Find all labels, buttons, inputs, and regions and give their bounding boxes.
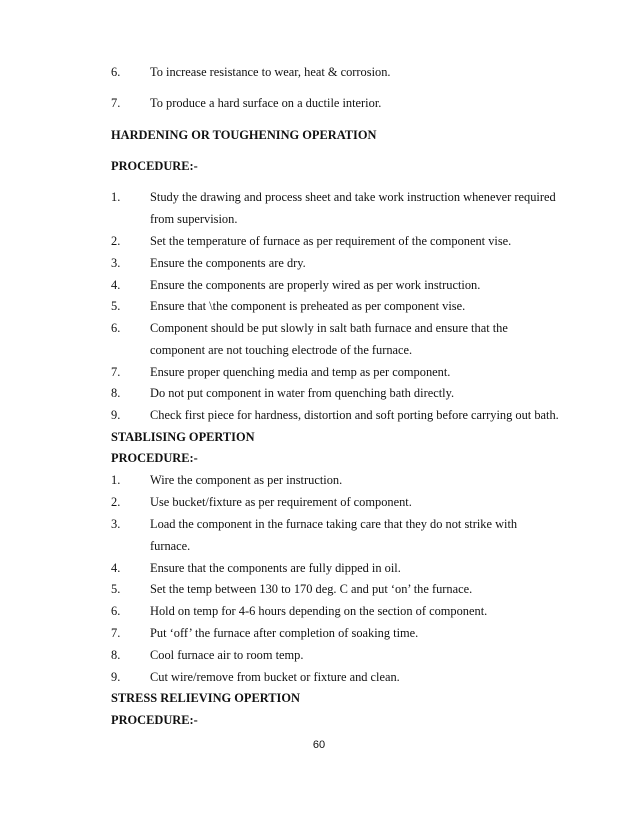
list-item-text: Load the component in the furnace taking care that they do not strike with	[150, 517, 518, 531]
list-item-text: To produce a hard surface on a ductile interior.	[150, 96, 382, 110]
list-item-text: Set the temp between 130 to 170 deg. C and put ‘on’ the furnace.	[150, 582, 473, 596]
list-item-number: 7.	[111, 365, 121, 379]
list-item-text: Ensure the components are dry.	[150, 256, 306, 270]
list-item-number: 8.	[111, 386, 121, 400]
list-item-number: 2.	[111, 234, 121, 248]
list-item-text: Use bucket/fixture as per requirement of component.	[150, 495, 412, 509]
list-item-number: 5.	[111, 582, 121, 596]
list-item-text: Ensure proper quenching media and temp as per component.	[150, 365, 451, 379]
list-item-number: 7.	[111, 96, 121, 110]
list-item-number: 1.	[111, 473, 121, 487]
list-item-text: Ensure that \the component is preheated as per component vise.	[150, 299, 466, 313]
list-item-number: 8.	[111, 648, 121, 662]
list-item-number: 6.	[111, 321, 121, 335]
section-heading: STRESS RELIEVING OPERTION	[111, 691, 300, 705]
list-item-text: Component should be put slowly in salt bath furnace and ensure that the	[150, 321, 508, 335]
list-item-text: Ensure the components are properly wired as per work instruction.	[150, 278, 481, 292]
section-heading: HARDENING OR TOUGHENING OPERATION	[111, 128, 377, 142]
list-item-text: Put ‘off’ the furnace after completion of soaking time.	[150, 626, 419, 640]
list-item-text: Do not put component in water from quenching bath directly.	[150, 386, 455, 400]
list-item-number: 1.	[111, 190, 121, 204]
list-item-text: Check first piece for hardness, distortion and soft porting before carrying out bath.	[150, 408, 559, 422]
list-item-text: Cut wire/remove from bucket or fixture and clean.	[150, 670, 400, 684]
section-heading: STABLISING OPERTION	[111, 430, 255, 444]
list-item-text: Ensure that the components are fully dipped in oil.	[150, 561, 401, 575]
section-heading: PROCEDURE:-	[111, 159, 198, 173]
list-item-number: 3.	[111, 256, 121, 270]
list-item-number: 6.	[111, 604, 121, 618]
page-number: 60	[312, 739, 326, 751]
list-item-number: 6.	[111, 65, 121, 79]
list-item-text: Hold on temp for 4-6 hours depending on the section of component.	[150, 604, 488, 618]
list-item-number: 4.	[111, 561, 121, 575]
list-item-text: Wire the component as per instruction.	[150, 473, 343, 487]
list-item-text: Set the temperature of furnace as per requirement of the component vise.	[150, 234, 512, 248]
list-item-number: 2.	[111, 495, 121, 509]
list-item-number: 3.	[111, 517, 121, 531]
list-item-continuation: furnace.	[150, 539, 191, 553]
list-item-number: 9.	[111, 408, 121, 422]
list-item-number: 5.	[111, 299, 121, 313]
list-item-number: 9.	[111, 670, 121, 684]
list-item-number: 7.	[111, 626, 121, 640]
section-heading: PROCEDURE:-	[111, 451, 198, 465]
list-item-continuation: from supervision.	[150, 212, 238, 226]
list-item-text: Cool furnace air to room temp.	[150, 648, 304, 662]
list-item-text: Study the drawing and process sheet and take work instruction whenever required	[150, 190, 556, 204]
list-item-continuation: component are not touching electrode of the furnace.	[150, 343, 413, 357]
list-item-text: To increase resistance to wear, heat & corrosion.	[150, 65, 391, 79]
list-item-number: 4.	[111, 278, 121, 292]
section-heading: PROCEDURE:-	[111, 713, 198, 727]
